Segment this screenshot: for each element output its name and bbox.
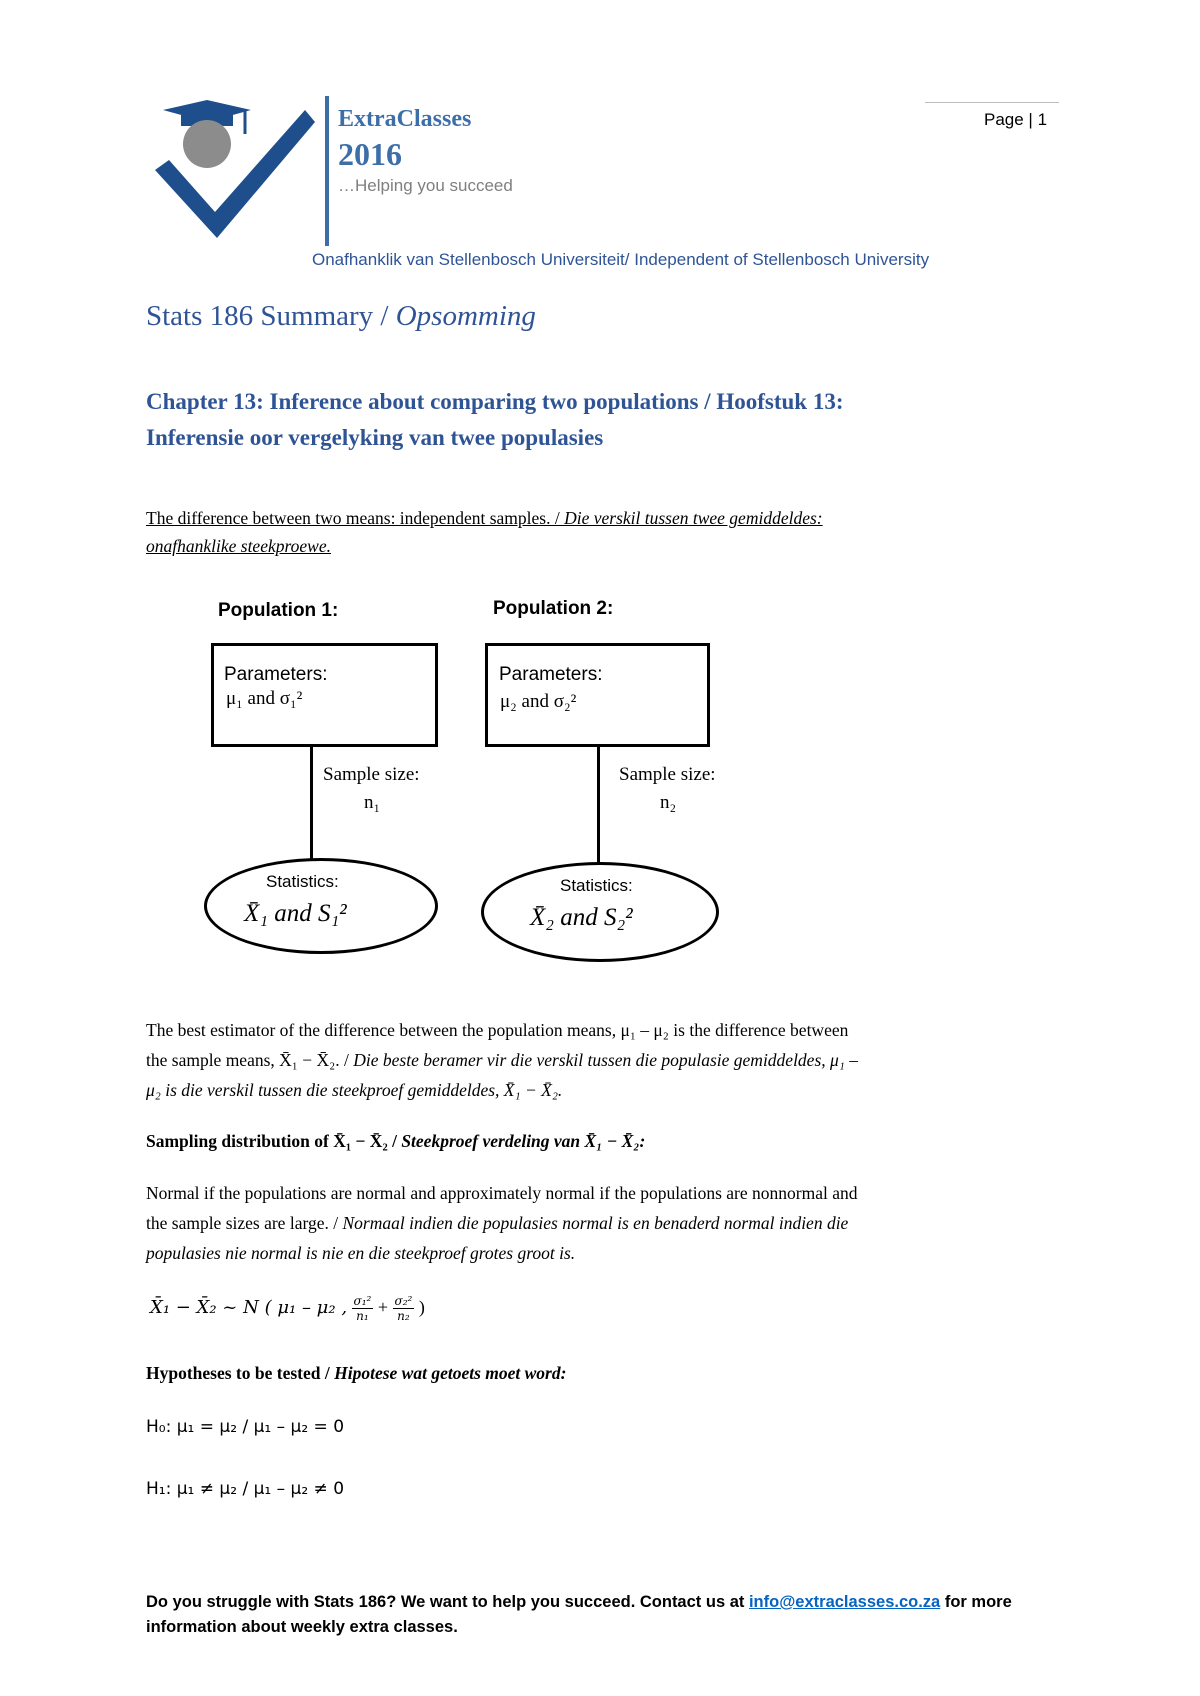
pop2-title: Population 2: xyxy=(493,598,614,619)
footer-email-link[interactable]: info@extraclasses.co.za xyxy=(748,1593,941,1611)
title-en: Stats 186 Summary / xyxy=(146,300,396,332)
sampling-line-3-af: populasies nie normal is nie en die steekproef grotes groot is. xyxy=(146,1243,576,1263)
hypotheses-heading xyxy=(146,1358,566,1388)
alternative-hypothesis: H₁: μ₁ ≠ μ₂ / μ₁ – μ₂ ≠ 0 xyxy=(146,1479,345,1499)
pop2-statistics-label: Statistics: xyxy=(560,876,633,895)
sampling-heading-en: Sampling distribution of X̄₁ − X̄₂ / xyxy=(146,1131,402,1151)
pop1-n1: n₁ xyxy=(364,792,381,813)
hypotheses-heading-af: Hipotese wat getoets moet word: xyxy=(334,1363,567,1383)
pop1-sample-size-label: Sample size: xyxy=(323,764,420,785)
logo-tagline: …Helping you succeed xyxy=(338,176,513,195)
estimator-paragraph xyxy=(146,1015,1086,1105)
formula-close: ) xyxy=(418,1297,425,1317)
frac1-numerator: σ₁² xyxy=(353,1294,372,1309)
chapter-line-2: Inferensie oor vergelyking van twee populasies xyxy=(146,425,604,450)
title-af: Opsomming xyxy=(395,300,536,332)
pop2-params-label: Parameters: xyxy=(499,664,603,685)
pop1-params-label: Parameters: xyxy=(224,664,328,685)
sampling-heading xyxy=(146,1126,1086,1156)
footer-text-after: for more xyxy=(940,1593,1012,1611)
frac1-denominator: n₁ xyxy=(356,1309,369,1324)
affiliation: Onafhanklik van Stellenbosch Universiteit/ Independent of Stellenbosch University xyxy=(312,250,930,269)
frac2-numerator: σ₂² xyxy=(394,1294,413,1309)
pop1-statistics-label: Statistics: xyxy=(266,872,339,891)
sampling-formula xyxy=(150,1292,425,1323)
null-hypothesis: H₀: μ₁ = μ₂ / μ₁ – μ₂ = 0 xyxy=(146,1417,345,1437)
pop2-connector xyxy=(597,747,600,865)
sampling-heading-af: Steekproef verdeling van X̄₁ − X̄₂: xyxy=(401,1131,646,1151)
formula-lhs: X̄₁ − X̄₂ ~ N ( μ₁ – μ₂ , xyxy=(150,1297,348,1318)
frac2-denominator: n₂ xyxy=(397,1309,410,1324)
pop1-params: μ₁ and σ₁² xyxy=(226,688,303,709)
footer xyxy=(146,1590,1086,1640)
formula-plus: + xyxy=(377,1297,389,1317)
pop2-params: μ₂ and σ₂² xyxy=(500,691,577,712)
chapter-line-1: Chapter 13: Inference about comparing two populations / Hoofstuk 13: xyxy=(146,389,844,414)
pop2-sample-size-label: Sample size: xyxy=(619,764,716,785)
logo-year: 2016 xyxy=(338,136,402,172)
sampling-line-2-en: the sample sizes are large. / xyxy=(146,1213,343,1233)
pop1-title: Population 1: xyxy=(218,600,339,621)
pop1-statistics: X̄₁ and S₁² xyxy=(244,900,347,927)
pop2-statistics: X̄₂ and S₂² xyxy=(530,904,633,931)
footer-line-2: information about weekly extra classes. xyxy=(146,1618,458,1636)
logo-name: ExtraClasses xyxy=(338,106,472,132)
estimator-line-2-en: the sample means, X̄₁ − X̄₂. / xyxy=(146,1050,354,1070)
hypotheses-heading-en: Hypotheses to be tested / xyxy=(146,1363,335,1383)
pop1-connector xyxy=(310,747,313,862)
page-number: Page | 1 xyxy=(984,110,1048,129)
sampling-line-2-af: Normaal indien die populasies normal is en benaderd normal indien die xyxy=(342,1213,849,1233)
formula-fraction-1 xyxy=(352,1294,374,1323)
footer-text-before: Do you struggle with Stats 186? We want to help you succeed. Contact us at xyxy=(146,1593,749,1611)
estimator-line-3-af: μ₂ is die verskil tussen die steekproef gemiddeldes, X̄₁ − X̄₂. xyxy=(146,1080,563,1100)
formula-fraction-2 xyxy=(393,1294,415,1323)
estimator-line-1: The best estimator of the difference between the population means, μ₁ – μ₂ is the difference between xyxy=(146,1020,849,1040)
subhead-af-1: Die verskil tussen twee gemiddeldes: xyxy=(564,508,823,528)
estimator-line-2-af: Die beste beramer vir die verskil tussen die populasie gemiddeldes, μ₁ – xyxy=(353,1050,859,1070)
pop2-n2: n₂ xyxy=(660,792,677,813)
subhead-en: The difference between two means: independent samples. / xyxy=(146,508,565,528)
sampling-paragraph xyxy=(146,1178,1086,1268)
sampling-line-1: Normal if the populations are normal and approximately normal if the populations are nonnormal and xyxy=(146,1183,858,1203)
subhead-af-2: onafhanklike steekproewe. xyxy=(146,536,331,556)
